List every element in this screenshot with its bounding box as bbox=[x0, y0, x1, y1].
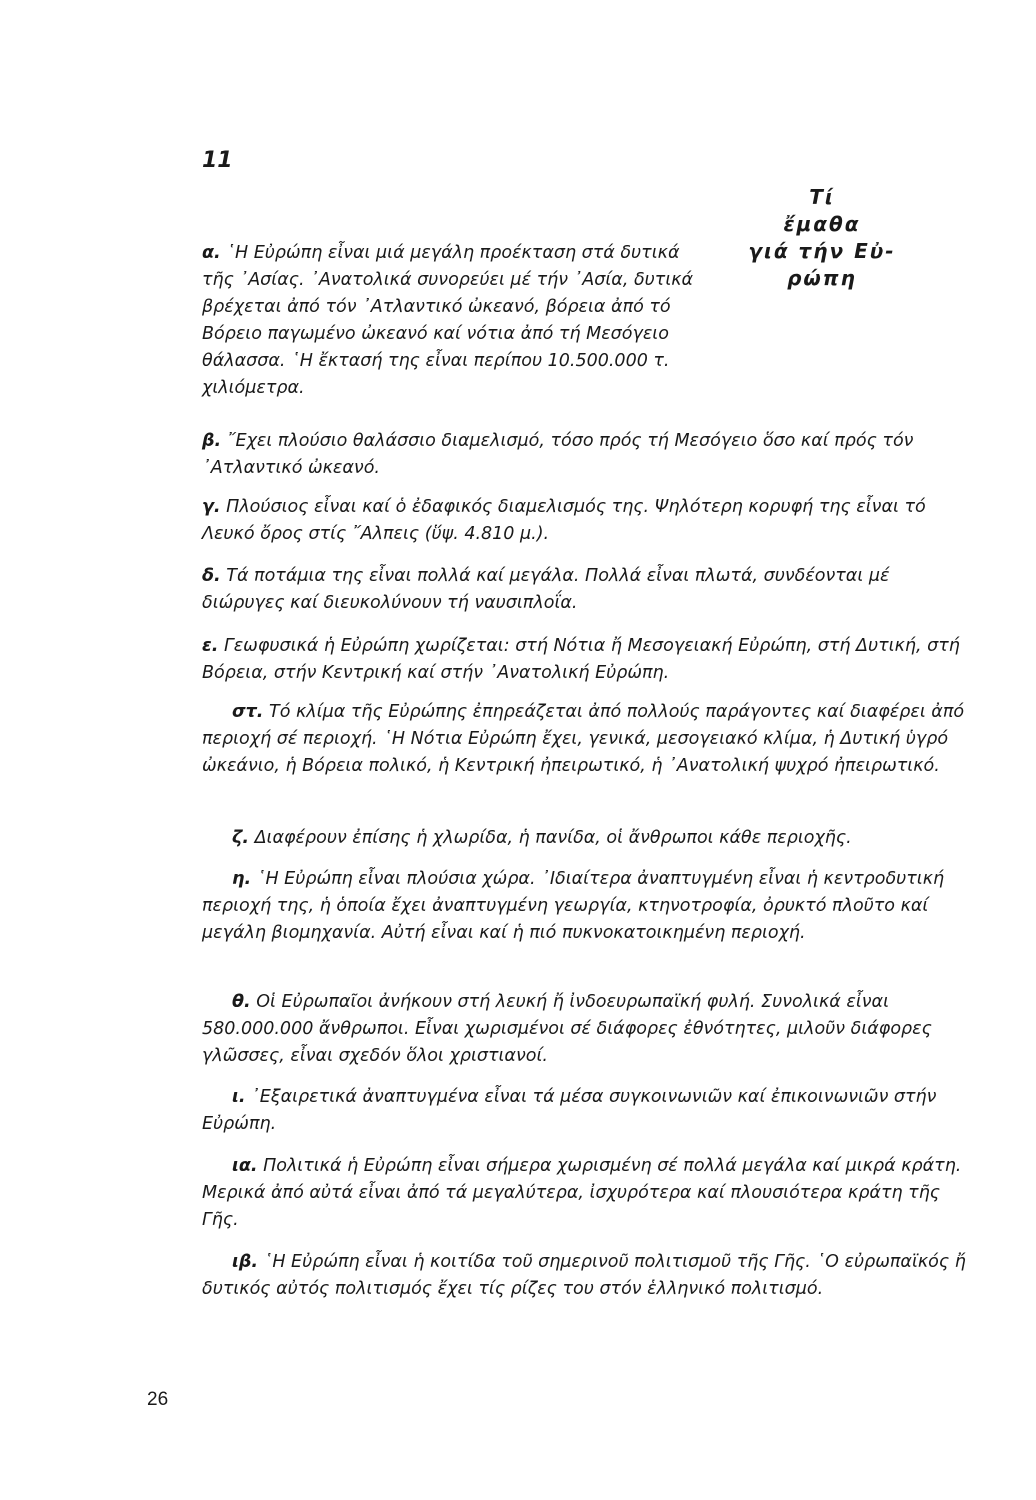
paragraph-st bbox=[202, 699, 967, 780]
paragraph-text: Τά ποτάμια της εἶναι πολλά καί μεγάλα. Πολλά εἶναι πλωτά, συνδέονται μέ διώρυγες καί διευκολύνουν τή ναυσιπλοΐα. bbox=[202, 566, 890, 613]
paragraph-label: δ. bbox=[202, 566, 221, 586]
paragraph-text: Πολιτικά ἡ Εὐρώπη εἶναι σήμερα χωρισμένη σέ πολλά μεγάλα καί μικρά κράτη. Μερικά ἀπό αὐτά εἶναι ἀπό τά μεγαλύτερα, ἰσχυρότερα καί πλουσιότερα κράτη τῆς Γῆς. bbox=[202, 1156, 962, 1230]
paragraph-label: ιβ. bbox=[232, 1252, 258, 1272]
paragraph-ib bbox=[202, 1249, 967, 1303]
paragraph-label: η. bbox=[232, 869, 252, 889]
paragraph-th bbox=[202, 989, 967, 1070]
paragraph-label: ε. bbox=[202, 636, 219, 656]
paragraph-b bbox=[202, 428, 967, 482]
paragraph-e bbox=[202, 633, 967, 687]
paragraph-label: α. bbox=[202, 243, 221, 263]
paragraph-h bbox=[202, 866, 967, 947]
paragraph-text: Γεωφυσικά ἡ Εὐρώπη χωρίζεται: στή Νότια ἤ Μεσογειακή Εὐρώπη, στή Δυτική, στή Βόρεια, στήν Κεντρική καί στήν ᾿Ανατολική Εὐρώπη. bbox=[202, 636, 960, 683]
paragraph-text: ῾Η Εὐρώπη εἶναι ἡ κοιτίδα τοῦ σημερινοῦ πολιτισμοῦ τῆς Γῆς. ῾Ο εὐρωπαϊκός ἤ δυτικός αὐτός πολιτισμός ἔχει τίς ρίζες του στόν ἑλληνικό πολιτισμό. bbox=[202, 1252, 966, 1299]
paragraph-text: Πλούσιος εἶναι καί ὁ ἐδαφικός διαμελισμός της. Ψηλότερη κορυφή της εἶναι τό Λευκό ὄρος στίς ῎Αλπεις (ὕψ. 4.810 μ.). bbox=[202, 497, 926, 544]
paragraph-text: Διαφέρουν ἐπίσης ἡ χλωρίδα, ἡ πανίδα, οἱ ἄνθρωποι κάθε περιοχῆς. bbox=[254, 828, 852, 848]
section-number: 11 bbox=[202, 148, 233, 173]
paragraph-a bbox=[202, 240, 702, 402]
paragraph-i bbox=[202, 1084, 967, 1138]
paragraph-ia bbox=[202, 1153, 967, 1234]
sidebar-title-line: ἔμαθα bbox=[783, 212, 861, 236]
paragraph-label: γ. bbox=[202, 497, 221, 517]
sidebar-title-line: γιά τήν Εὐ- bbox=[748, 239, 896, 263]
paragraph-text: ῾Η Εὐρώπη εἶναι πλούσια χώρα. ᾿Ιδιαίτερα ἀναπτυγμένη εἶναι ἡ κεντροδυτική περιοχή της, ἡ ὁποία ἔχει ἀναπτυγμένη γεωργία, κτηνοτροφία, ὀρυκτό πλοῦτο καί μεγάλη βιομηχανία. Αὐτή εἶναι καί ἡ πιό πυκνοκατοικημένη περιοχή. bbox=[202, 869, 945, 943]
paragraph-text: ᾿Εξαιρετικά ἀναπτυγμένα εἶναι τά μέσα συγκοινωνιῶν καί ἐπικοινωνιῶν στήν Εὐρώπη. bbox=[202, 1087, 937, 1134]
paragraph-d bbox=[202, 563, 967, 617]
paragraph-text: Οἱ Εὐρωπαῖοι ἀνήκουν στή λευκή ἤ ἰνδοευρωπαϊκή φυλή. Συνολικά εἶναι 580.000.000 ἄνθρωποι. Εἶναι χωρισμένοι σέ διάφορες ἐθνότητες, μιλοῦν διάφορες γλῶσσες, εἶναι σχεδόν ὅλοι χριστιανοί. bbox=[202, 992, 932, 1066]
paragraph-g bbox=[202, 494, 967, 548]
paragraph-z bbox=[202, 825, 967, 852]
paragraph-text: Τό κλίμα τῆς Εὐρώπης ἐπηρεάζεται ἀπό πολλούς παράγοντες καί διαφέρει ἀπό περιοχή σέ περιοχή. ῾Η Νότια Εὐρώπη ἔχει, γενικά, μεσογειακό κλίμα, ἡ Δυτική ὑγρό ὠκεάνιο, ἡ Βόρεια πολικό, ἡ Κεντρική ἠπειρωτικό, ἡ ᾿Ανατολική ψυχρό ἠπειρωτικό. bbox=[202, 702, 965, 776]
paragraph-text: ῎Εχει πλούσιο θαλάσσιο διαμελισμό, τόσο πρός τή Μεσόγειο ὅσο καί πρός τόν ᾿Ατλαντικό ὠκεανό. bbox=[202, 431, 914, 478]
paragraph-label: ια. bbox=[232, 1156, 258, 1176]
page-number: 26 bbox=[147, 1389, 169, 1410]
paragraph-label: θ. bbox=[232, 992, 251, 1012]
paragraph-text: ῾Η Εὐρώπη εἶναι μιά μεγάλη προέκταση στά δυτικά τῆς ᾿Ασίας. ᾿Ανατολικά συνορεύει μέ τήν ᾿Ασία, δυτικά βρέχεται ἀπό τόν ᾿Ατλαντικό ὠκεανό, βόρεια ἀπό τό Βόρειο παγωμένο ὠκεανό καί νότια ἀπό τή Μεσόγειο θάλασσα. ῾Η ἔκτασή της εἶναι περίπου 10.500.000 τ. χιλιόμετρα. bbox=[202, 243, 694, 398]
paragraph-label: β. bbox=[202, 431, 222, 451]
paragraph-label: ι. bbox=[232, 1087, 246, 1107]
sidebar-title-line: ρώπη bbox=[787, 266, 857, 290]
paragraph-label: στ. bbox=[232, 702, 264, 722]
sidebar-title-line: Τί bbox=[809, 185, 835, 209]
paragraph-label: ζ. bbox=[232, 828, 249, 848]
sidebar-title bbox=[722, 184, 922, 292]
